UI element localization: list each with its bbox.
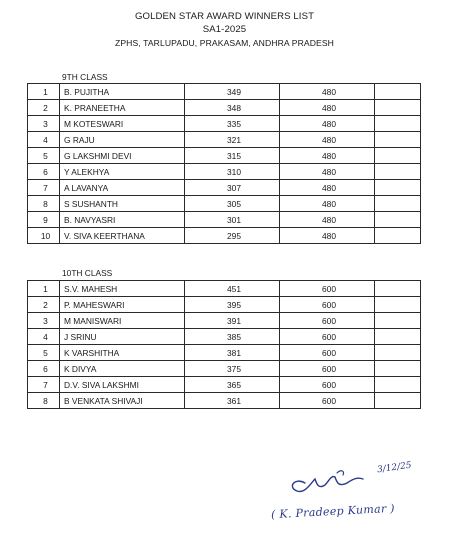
empty-cell [375, 393, 421, 409]
signature-scribble [265, 455, 445, 540]
marks-cell: 307 [185, 180, 280, 196]
student-name-cell: A LAVANYA [60, 180, 185, 196]
class9-table [27, 83, 421, 244]
total-marks-cell: 480 [280, 164, 375, 180]
marks-cell: 375 [185, 361, 280, 377]
empty-cell [375, 297, 421, 313]
empty-cell [375, 148, 421, 164]
student-name-cell: B VENKATA SHIVAJI [60, 393, 185, 409]
empty-cell [375, 228, 421, 244]
marks-cell: 348 [185, 100, 280, 116]
class9-rows [28, 84, 421, 244]
student-name-cell: K DIVYA [60, 361, 185, 377]
marks-cell: 349 [185, 84, 280, 100]
student-name-cell: B. NAVYASRI [60, 212, 185, 228]
empty-cell [375, 329, 421, 345]
signatory-name: ( K. Pradeep Kumar ) [270, 501, 396, 522]
table-row [28, 164, 421, 180]
serial-number-cell: 1 [28, 281, 60, 297]
serial-number-cell: 2 [28, 297, 60, 313]
table-row [28, 377, 421, 393]
student-name-cell: G LAKSHMI DEVI [60, 148, 185, 164]
marks-cell: 395 [185, 297, 280, 313]
serial-number-cell: 5 [28, 345, 60, 361]
serial-number-cell: 4 [28, 329, 60, 345]
total-marks-cell: 600 [280, 393, 375, 409]
serial-number-cell: 2 [28, 100, 60, 116]
table-row [28, 228, 421, 244]
marks-cell: 381 [185, 345, 280, 361]
empty-cell [375, 132, 421, 148]
class10-label: 10TH CLASS [62, 268, 113, 278]
serial-number-cell: 7 [28, 180, 60, 196]
empty-cell [375, 164, 421, 180]
exam-name: SA1-2025 [202, 24, 247, 35]
total-marks-cell: 600 [280, 313, 375, 329]
table-row [28, 180, 421, 196]
total-marks-cell: 480 [280, 100, 375, 116]
signature-date: 3/12/25 [376, 460, 413, 476]
table-row [28, 329, 421, 345]
table-row [28, 297, 421, 313]
marks-cell: 451 [185, 281, 280, 297]
serial-number-cell: 3 [28, 116, 60, 132]
total-marks-cell: 480 [280, 180, 375, 196]
total-marks-cell: 480 [280, 132, 375, 148]
empty-cell [375, 180, 421, 196]
empty-cell [375, 345, 421, 361]
student-name-cell: M KOTESWARI [60, 116, 185, 132]
table-row [28, 212, 421, 228]
student-name-cell: K VARSHITHA [60, 345, 185, 361]
serial-number-cell: 6 [28, 361, 60, 377]
table-row [28, 313, 421, 329]
document-title: GOLDEN STAR AWARD WINNERS LIST [134, 11, 315, 22]
student-name-cell: D.V. SIVA LAKSHMI [60, 377, 185, 393]
total-marks-cell: 480 [280, 148, 375, 164]
empty-cell [375, 212, 421, 228]
serial-number-cell: 5 [28, 148, 60, 164]
total-marks-cell: 600 [280, 361, 375, 377]
marks-cell: 301 [185, 212, 280, 228]
empty-cell [375, 84, 421, 100]
empty-cell [375, 196, 421, 212]
serial-number-cell: 8 [28, 196, 60, 212]
signature-block [265, 455, 445, 540]
table-row [28, 148, 421, 164]
serial-number-cell: 1 [28, 84, 60, 100]
empty-cell [375, 377, 421, 393]
serial-number-cell: 6 [28, 164, 60, 180]
empty-cell [375, 116, 421, 132]
student-name-cell: V. SIVA KEERTHANA [60, 228, 185, 244]
total-marks-cell: 480 [280, 196, 375, 212]
student-name-cell: B. PUJITHA [60, 84, 185, 100]
table-row [28, 100, 421, 116]
total-marks-cell: 600 [280, 281, 375, 297]
document-header [0, 10, 449, 50]
table-row [28, 116, 421, 132]
table-row [28, 345, 421, 361]
student-name-cell: Y ALEKHYA [60, 164, 185, 180]
serial-number-cell: 4 [28, 132, 60, 148]
marks-cell: 310 [185, 164, 280, 180]
class9-label: 9TH CLASS [62, 72, 108, 82]
table-row [28, 196, 421, 212]
marks-cell: 365 [185, 377, 280, 393]
school-name: ZPHS, TARLUPADU, PRAKASAM, ANDHRA PRADESH [115, 38, 334, 48]
total-marks-cell: 600 [280, 329, 375, 345]
marks-cell: 321 [185, 132, 280, 148]
serial-number-cell: 9 [28, 212, 60, 228]
total-marks-cell: 480 [280, 212, 375, 228]
student-name-cell: K. PRANEETHA [60, 100, 185, 116]
total-marks-cell: 600 [280, 297, 375, 313]
student-name-cell: S SUSHANTH [60, 196, 185, 212]
table-row [28, 361, 421, 377]
serial-number-cell: 10 [28, 228, 60, 244]
marks-cell: 305 [185, 196, 280, 212]
student-name-cell: G RAJU [60, 132, 185, 148]
serial-number-cell: 7 [28, 377, 60, 393]
student-name-cell: M MANISWARI [60, 313, 185, 329]
empty-cell [375, 361, 421, 377]
student-name-cell: P. MAHESWARI [60, 297, 185, 313]
total-marks-cell: 480 [280, 116, 375, 132]
student-name-cell: J SRINU [60, 329, 185, 345]
class10-table [27, 280, 421, 409]
serial-number-cell: 3 [28, 313, 60, 329]
total-marks-cell: 600 [280, 377, 375, 393]
serial-number-cell: 8 [28, 393, 60, 409]
empty-cell [375, 281, 421, 297]
total-marks-cell: 480 [280, 84, 375, 100]
empty-cell [375, 100, 421, 116]
marks-cell: 361 [185, 393, 280, 409]
table-row [28, 132, 421, 148]
empty-cell [375, 313, 421, 329]
student-name-cell: S.V. MAHESH [60, 281, 185, 297]
class10-rows [28, 281, 421, 409]
marks-cell: 315 [185, 148, 280, 164]
marks-cell: 391 [185, 313, 280, 329]
table-row [28, 84, 421, 100]
marks-cell: 385 [185, 329, 280, 345]
table-row [28, 281, 421, 297]
total-marks-cell: 480 [280, 228, 375, 244]
table-row [28, 393, 421, 409]
marks-cell: 335 [185, 116, 280, 132]
marks-cell: 295 [185, 228, 280, 244]
total-marks-cell: 600 [280, 345, 375, 361]
